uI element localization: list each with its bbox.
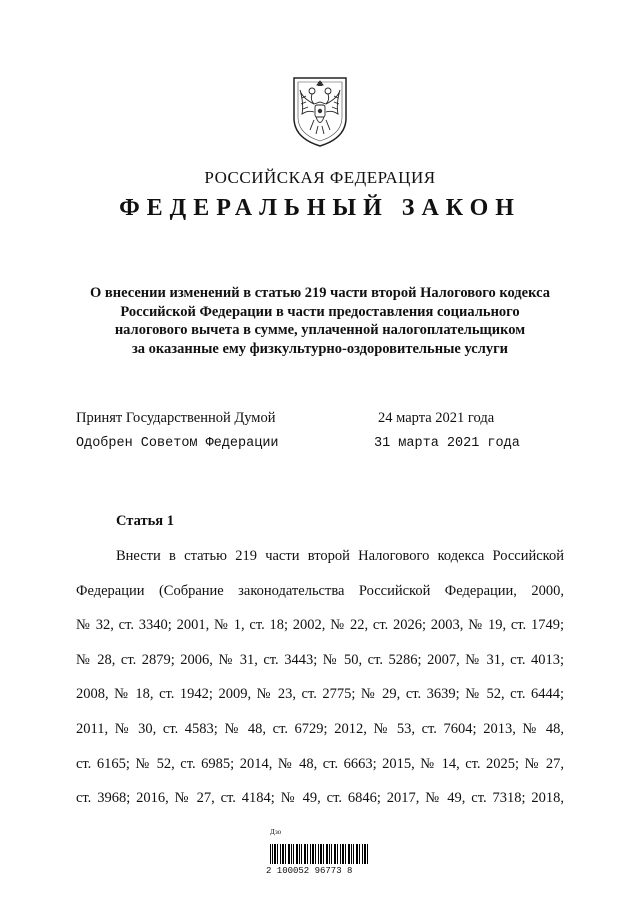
- council-approval-date: 31 марта 2021 года: [374, 436, 520, 451]
- barcode: [270, 844, 368, 864]
- document-type: ФЕДЕРАЛЬНЫЙ ЗАКОН: [119, 195, 521, 221]
- law-title-line: налогового вычета в сумме, уплаченной налогоплательщиком: [114, 322, 526, 338]
- article-text-line: № 32, ст. 3340; 2001, № 1, ст. 18; 2002, № 22, ст. 2026; 2003, № 19, ст. 1749;: [76, 617, 564, 634]
- law-title-line: Российской Федерации в части предоставления социального: [120, 303, 520, 320]
- article-text-line: Внести в статью 219 части второй Налогового кодекса Российской: [116, 548, 564, 564]
- law-title: [60, 284, 580, 358]
- article-text-line: ст. 3968; 2016, № 27, ст. 4184; № 49, ст. 6846; 2017, № 49, ст. 7318; 2018,: [76, 790, 564, 807]
- registration-stamp: Дзо: [270, 828, 282, 836]
- article-text-line: ст. 6165; № 52, ст. 6985; 2014, № 48, ст. 6663; 2015, № 14, ст. 2025; № 27,: [76, 755, 564, 772]
- article-text-line: № 28, ст. 2879; 2006, № 31, ст. 3443; № 50, ст. 5286; 2007, № 31, ст. 4013;: [76, 651, 564, 668]
- article-text-line: 2011, № 30, ст. 4583; № 48, ст. 6729; 2012, № 53, ст. 7604; 2013, № 48,: [76, 720, 564, 737]
- duma-adoption-label: Принят Государственной Думой: [76, 410, 276, 426]
- coat-of-arms-emblem: [290, 74, 350, 150]
- law-title-line: за оказанные ему физкультурно-оздоровительные услуги: [131, 340, 509, 357]
- council-approval-label: Одобрен Советом Федерации: [76, 436, 279, 451]
- article-heading: Статья 1: [116, 513, 174, 529]
- country-name: РОССИЙСКАЯ ФЕДЕРАЦИЯ: [204, 168, 436, 187]
- duma-adoption-date: 24 марта 2021 года: [378, 410, 495, 426]
- law-title-line: О внесении изменений в статью 219 части второй Налогового кодекса: [90, 285, 550, 301]
- barcode-number: 2 100052 96773 8: [266, 866, 353, 876]
- article-text-line: Федерации (Собрание законодательства Российской Федерации, 2000,: [76, 582, 564, 599]
- article-body: [76, 539, 564, 816]
- article-text-line: 2008, № 18, ст. 1942; 2009, № 23, ст. 2775; № 29, ст. 3639; № 52, ст. 6444;: [76, 686, 564, 703]
